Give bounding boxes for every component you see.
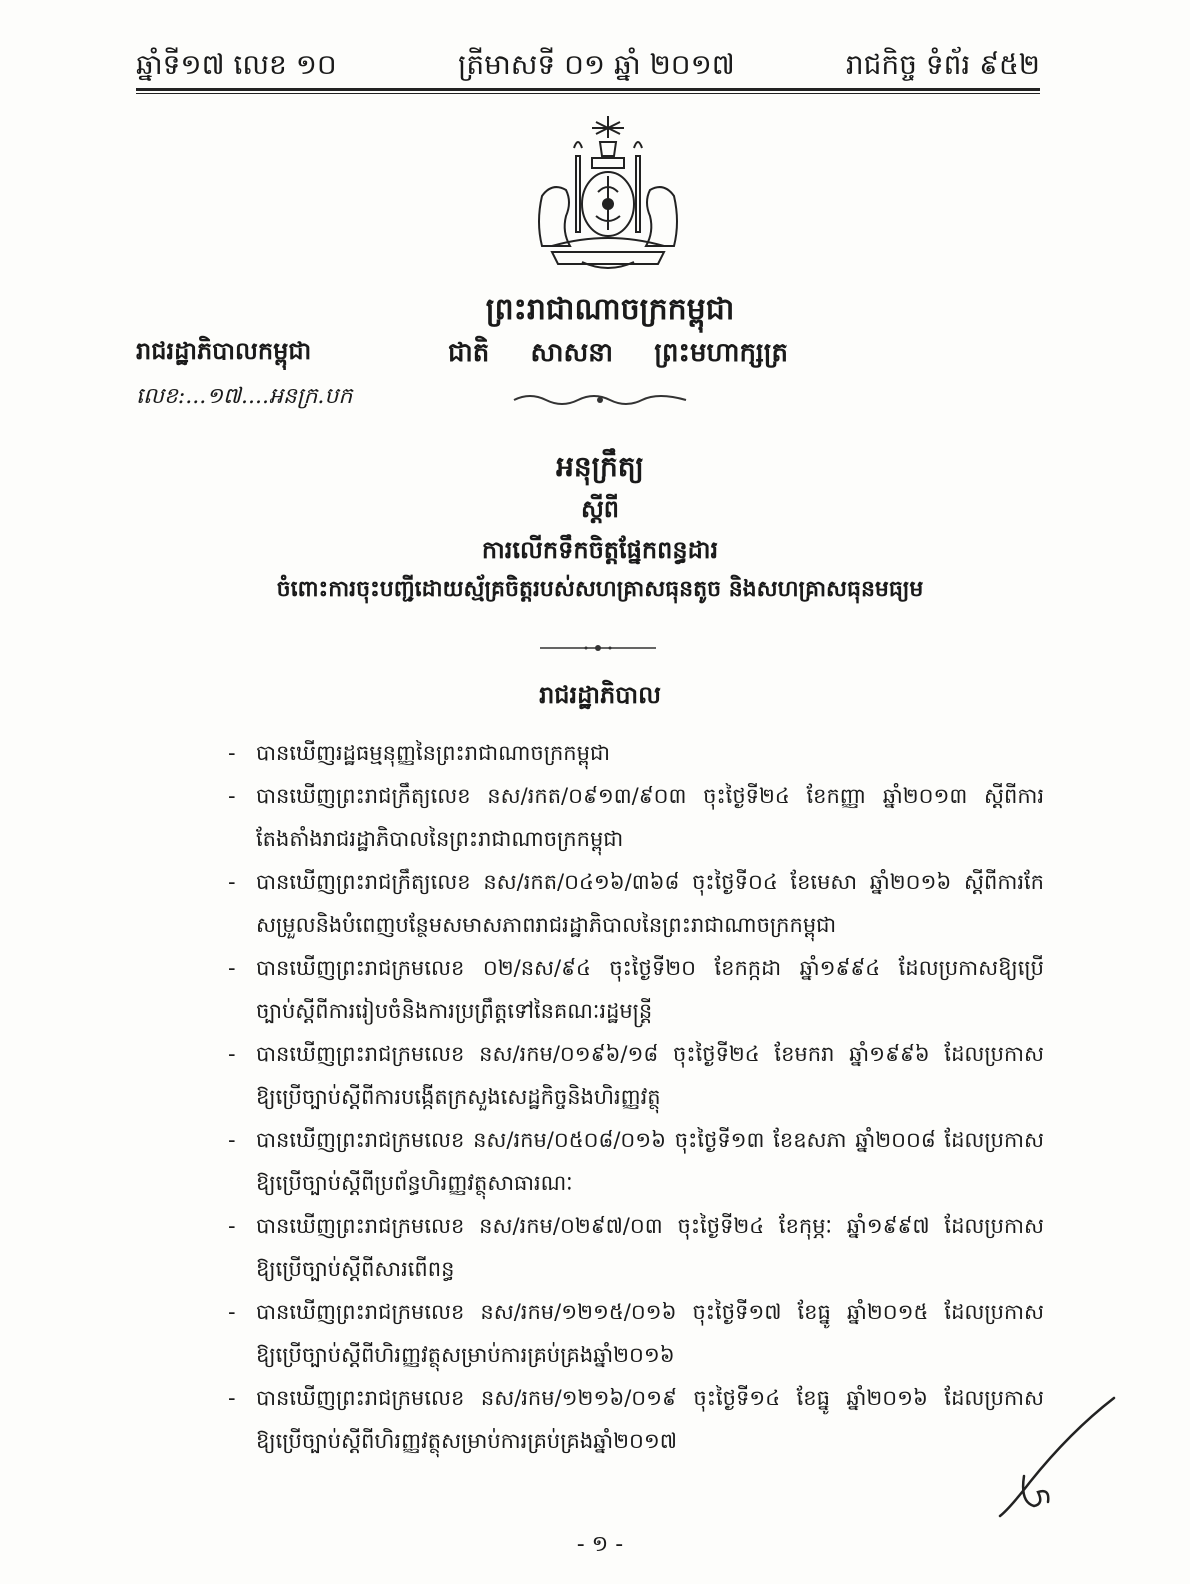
list-item: [228, 1119, 1044, 1205]
list-item-line1: បានឃើញព្រះរាជក្រមលេខ នស/រកម/១២១៥/០១៦ ចុះថ្ងៃទី១៧ ខែធ្នូ ឆ្នាំ២០១៥ ដែលប្រកាស: [256, 1300, 1044, 1324]
list-item-line2: ឱ្យប្រើច្បាប់ស្តីពីហិរញ្ញវត្ថុសម្រាប់ការគ្រប់គ្រងឆ្នាំ២០១៧: [256, 1429, 678, 1453]
list-item-line1: បានឃើញព្រះរាជក្រមលេខ នស/រកម/០២៩៧/០៣ ចុះថ្ងៃទី២៤ ខែកុម្ភៈ ឆ្នាំ១៩៩៧ ដែលប្រកាស: [256, 1214, 1044, 1238]
document-subject-line2: ចំពោះការចុះបញ្ជីដោយស្ម័គ្រចិត្តរបស់សហគ្រាសធុនតូច និងសហគ្រាសធុនមធ្យម: [276, 577, 924, 602]
list-item-line2: ឱ្យប្រើច្បាប់ស្តីពីប្រព័ន្ធហិរញ្ញវត្ថុសាធារណៈ: [256, 1171, 573, 1195]
list-item-line1: បានឃើញព្រះរាជក្រមលេខ នស/រកម/១២១៦/០១៩ ចុះថ្ងៃទី១៤ ខែធ្នូ ឆ្នាំ២០១៦ ដែលប្រកាស: [256, 1386, 1044, 1410]
list-item-line2: ឱ្យប្រើច្បាប់ស្តីពីសារពើពន្ធ: [256, 1257, 455, 1281]
list-item-line1: បានឃើញព្រះរាជក្រមលេខ នស/រកម/០១៩៦/១៨ ចុះថ្ងៃទី២៤ ខែមករា ឆ្នាំ១៩៩៦ ដែលប្រកាស: [256, 1042, 1044, 1066]
list-dash: -: [228, 956, 236, 980]
kingdom-title: ព្រះរាជាណាចក្រកម្ពុជា: [485, 292, 735, 327]
motto-ornament-icon: [510, 390, 690, 410]
page-number: - ១ -: [576, 1532, 624, 1557]
list-item-line2: ឱ្យប្រើច្បាប់ស្តីពីការបង្កើតក្រសួងសេដ្ឋកិច្ចនិងហិរញ្ញវត្ថុ: [256, 1085, 661, 1109]
list-dash: -: [228, 1300, 236, 1324]
motto-king: ព្រះមហាក្សត្រ: [654, 338, 788, 368]
list-item: [228, 861, 1044, 947]
issuer-heading: រាជរដ្ឋាភិបាល: [539, 681, 661, 709]
header-issue: ឆ្នាំទី១៧ លេខ ១០: [136, 48, 337, 81]
header-page: រាជកិច្ច ទំព័រ ៩៥២: [845, 48, 1040, 81]
national-motto: [448, 336, 788, 374]
document-subject-line1: ការលើកទឹកចិត្តផ្នែកពន្ធដារ: [481, 536, 719, 564]
reference-number: លេខ:...១៧....អនក្រ.បក: [136, 384, 353, 409]
motto-nation: ជាតិ: [448, 338, 490, 368]
list-item: [228, 775, 1044, 861]
list-item: [228, 732, 1044, 775]
list-item-line2: តែងតាំងរាជរដ្ឋាភិបាលនៃព្រះរាជាណាចក្រកម្ពុជា: [256, 827, 624, 851]
government-label: រាជរដ្ឋាភិបាលកម្ពុជា: [136, 337, 312, 365]
list-item: [228, 1377, 1044, 1463]
list-dash: -: [228, 1386, 236, 1410]
document-title-block: [200, 446, 1000, 610]
initial-signature-icon: [990, 1392, 1120, 1522]
list-item-line1: បានឃើញព្រះរាជក្រមលេខ ០២/នស/៩៤ ចុះថ្ងៃទី២០ ខែកក្កដា ឆ្នាំ១៩៩៤ ដែលប្រកាសឱ្យប្រើ: [256, 956, 1044, 980]
header-quarter: ត្រីមាសទី ០១ ឆ្នាំ ២០១៧: [458, 48, 735, 81]
list-dash: -: [228, 741, 236, 765]
list-dash: -: [228, 784, 236, 808]
header-rule: [136, 88, 1040, 94]
document-type: អនុក្រឹត្យ: [556, 450, 644, 483]
list-item: [228, 1033, 1044, 1119]
preamble-list: [228, 732, 1044, 1463]
list-item-line1: បានឃើញរដ្ឋធម្មនុញ្ញនៃព្រះរាជាណាចក្រកម្ពុជា: [256, 741, 610, 765]
list-item: [228, 1291, 1044, 1377]
margin-mark: [40, 1060, 48, 1080]
title-divider-icon: [538, 642, 658, 654]
royal-coat-of-arms-icon: [522, 112, 694, 284]
list-item-line1: បានឃើញព្រះរាជក្រឹត្យលេខ នស/រកត/០៩១៣/៩០៣ ចុះថ្ងៃទី២៤ ខែកញ្ញា ឆ្នាំ២០១៣ ស្តីពីការ: [256, 784, 1044, 808]
document-about: ស្តីពី: [580, 495, 620, 523]
list-dash: -: [228, 1214, 236, 1238]
gazette-header: [136, 40, 1040, 90]
list-item-line1: បានឃើញព្រះរាជក្រឹត្យលេខ នស/រកត/០៤១៦/៣៦៨ ចុះថ្ងៃទី០៤ ខែមេសា ឆ្នាំ២០១៦ ស្តីពីការកែ: [256, 870, 1044, 894]
list-dash: -: [228, 1128, 236, 1152]
list-item-line2: ឱ្យប្រើច្បាប់ស្តីពីហិរញ្ញវត្ថុសម្រាប់ការគ្រប់គ្រងឆ្នាំ២០១៦: [256, 1343, 675, 1367]
list-item-line2: ច្បាប់ស្តីពីការរៀបចំនិងការប្រព្រឹត្តទៅនៃគណៈរដ្ឋមន្ត្រី: [256, 999, 653, 1023]
list-item: [228, 1205, 1044, 1291]
motto-religion: សាសនា: [530, 338, 614, 368]
list-dash: -: [228, 870, 236, 894]
list-item-line2: សម្រួលនិងបំពេញបន្ថែមសមាសភាពរាជរដ្ឋាភិបាលនៃព្រះរាជាណាចក្រកម្ពុជា: [256, 913, 837, 937]
list-item-line1: បានឃើញព្រះរាជក្រមលេខ នស/រកម/០៥០៨/០១៦ ចុះថ្ងៃទី១៣ ខែឧសភា ឆ្នាំ២០០៨ ដែលប្រកាស: [256, 1128, 1044, 1152]
list-item: [228, 947, 1044, 1033]
list-dash: -: [228, 1042, 236, 1066]
